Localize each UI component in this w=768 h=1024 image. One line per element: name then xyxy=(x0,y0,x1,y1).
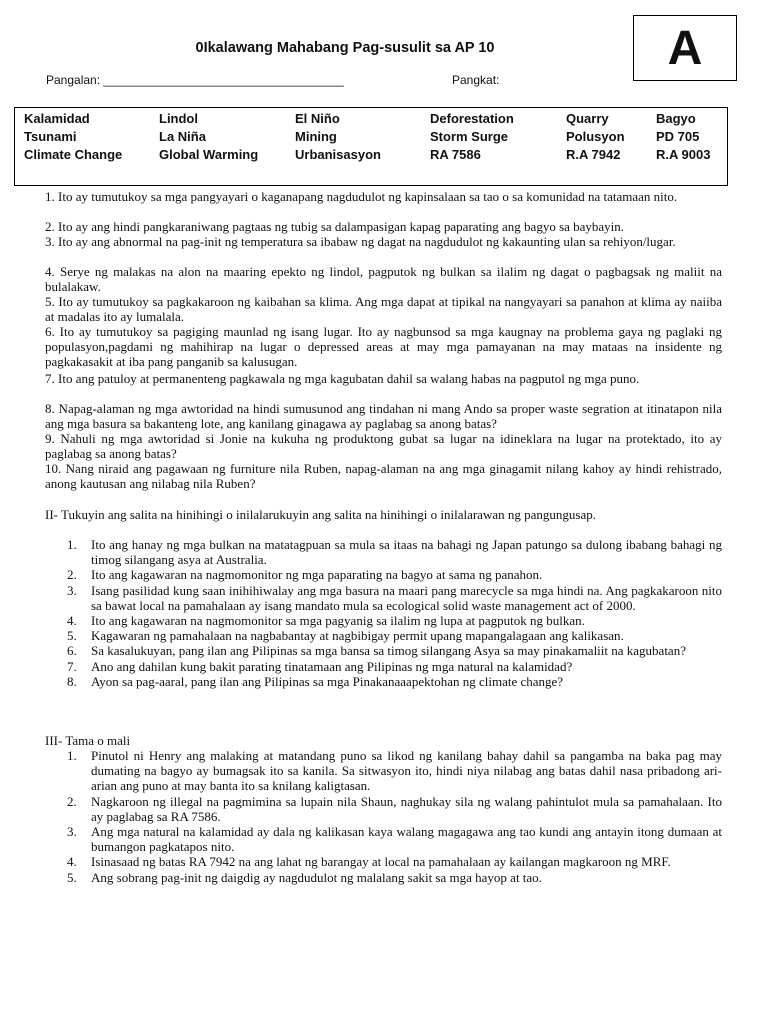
word-bank-term: Storm Surge xyxy=(430,129,509,144)
word-bank-term: R.A 7942 xyxy=(566,147,621,162)
word-bank-term: PD 705 xyxy=(656,129,700,144)
page-title: 0Ikalawang Mahabang Pag-susulit sa AP 10 xyxy=(195,40,495,56)
list-item: 4. Ito ang kagawaran na nagmomonitor sa mga pagyanig sa ilalim ng lupa at pagputok ng bulkan. xyxy=(67,613,585,629)
list-item: 1. Ito ang hanay ng mga bulkan na matatagpuan sa mula sa itaas na bahagi ng Japan patungo sa dulong ibabang bahagi ng timog silangang asya at Australia. xyxy=(67,537,722,568)
word-bank-term: El Niño xyxy=(295,111,340,126)
question-item: 5. Ito ay tumutukoy sa pagkakaroon ng kaibahan sa klima. Ang mga dapat at tipikal na nangyayari sa panahon at klima ay naiiba at madalas ito ay lumalala. xyxy=(45,294,722,325)
word-bank-term: Lindol xyxy=(159,111,198,126)
word-bank-term: Urbanisasyon xyxy=(295,147,381,162)
word-bank-term: Climate Change xyxy=(24,147,123,162)
section-field-label: Pangkat: xyxy=(452,73,500,87)
question-item: 4. Serye ng malakas na alon na maaring epekto ng lindol, pagputok ng bulkan sa ilalim ng dagat o pagbagsak ng maliit na bulalakaw. xyxy=(45,264,722,295)
list-item: 3. Isang pasilidad kung saan inihihiwalay ang mga basura na maari pang marecycle sa mga hindi na. Ang pagkakaroon nito sa bawat local na pamahalaan ay isang mandato mula sa ecological solid waste management act of 2000. xyxy=(67,582,722,613)
list-item: 6. Sa kasalukuyan, pang ilan ang Pilipinas sa mga bansa sa timog silangang Asya sa may pinakamaliit na kagubatan? xyxy=(67,643,686,659)
set-letter-box: A xyxy=(633,15,737,81)
question-item: 1. Ito ay tumutukoy sa mga pangyayari o kaganapang nagdudulot ng kapinsalaan sa tao o sa komunidad na tatamaan nito. xyxy=(45,189,678,204)
question-item: 7. Ito ang patuloy at permanenteng pagkawala ng mga kagubatan dahil sa walang habas na pagputol ng mga puno. xyxy=(45,371,640,386)
word-bank-term: Polusyon xyxy=(566,129,625,144)
word-bank-box xyxy=(14,107,728,186)
word-bank-term: R.A 9003 xyxy=(656,147,711,162)
list-item: 3. Ang mga natural na kalamidad ay dala ng kalikasan kaya walang magagawa ang tao kundi ang antayin itong dumaan at bumangon pagkatapos nito. xyxy=(67,824,722,855)
question-item: 10. Nang niraid ang pagawaan ng furniture nila Ruben, napag-alaman na ang mga ginagamit nilang kahoy ay hindi rehistrado, anong kautusan ang nilabag nila Ruben? xyxy=(45,461,722,492)
word-bank-term: Bagyo xyxy=(656,111,696,126)
part2-heading: II- Tukuyin ang salita na hinihingi o inilalarukuyin ang salita na hinihingi o inilalarawan ng pangungusap. xyxy=(45,507,596,522)
word-bank-term: Deforestation xyxy=(430,111,514,126)
list-item: 2. Ito ang kagawaran na nagmomonitor ng mga paparating na bagyo at sama ng panahon. xyxy=(67,567,543,583)
list-item: 2. Nagkaroon ng illegal na pagmimina sa lupain nila Shaun, naghukay sila ng walang pahintulot mula sa pamahalaan. Ito ay paglabag sa RA 7586. xyxy=(67,793,722,824)
word-bank-term: Quarry xyxy=(566,111,609,126)
word-bank-term: Tsunami xyxy=(24,129,77,144)
question-item: 6. Ito ay tumutukoy sa pagiging maunlad ng isang lugar. Ito ay nagbunsod sa mga kaugnay na problema gaya ng paglaki ng populasyon,pagdami ng mahihirap na lugar o depressed areas at may mga pamayanan na may mataas na insidente ng pagkakasakit at iba pang panganib sa kalusugan. xyxy=(45,324,722,370)
name-field-label: Pangalan: ____________________________________ xyxy=(46,73,344,87)
question-item: 8. Napag-alaman ng mga awtoridad na hindi sumusunod ang tindahan ni mang Ando sa proper waste segration at itinatapon nila ang mga basura sa bakanteng lote, ang kanilang ginagawa ay paglabag sa anong batas? xyxy=(45,401,722,432)
part2-list xyxy=(45,537,722,689)
part3-heading: III- Tama o mali xyxy=(45,733,131,748)
part3-list xyxy=(45,748,722,885)
list-item: 1. Pinutol ni Henry ang malaking at matandang puno sa likod ng kanilang bahay dahil sa pangamba na baka pag may dumating na bagyo ay bumagsak ito sa kanila. Sa sitwasyon ito, hindi niya nilabag ang batas dahil nasa pribadong ari-arian ang puno at may banta ito sa knilang kaligtasan. xyxy=(67,748,722,794)
question-item: 2. Ito ay ang hindi pangkaraniwang pagtaas ng tubig sa dalampasigan kapag paparating ang bagyo sa baybayin. xyxy=(45,219,625,234)
word-bank-term: RA 7586 xyxy=(430,147,481,162)
word-bank-term: Kalamidad xyxy=(24,111,90,126)
word-bank-term: Mining xyxy=(295,129,337,144)
list-item: 5. Kagawaran ng pamahalaan na nagbabantay at nagbibigay permit upang mapangalagaan ang kalikasan. xyxy=(67,628,624,644)
question-item: 3. Ito ay ang abnormal na pag-init ng temperatura sa ibabaw ng dagat na nagdudulot ng kakaunting ulan sa rehiyon/lugar. xyxy=(45,234,676,249)
word-bank-term: La Niña xyxy=(159,129,206,144)
list-item: 5. Ang sobrang pag-init ng daigdig ay nagdudulot ng malalang sakit sa mga hayop at tao. xyxy=(67,869,542,885)
list-item: 4. Isinasaad ng batas RA 7942 na ang lahat ng barangay at local na pamahalaan ay kailangan magkaroon ng MRF. xyxy=(67,854,671,870)
question-item: 9. Nahuli ng mga awtoridad si Jonie na kukuha ng produktong gubat sa lugar na idineklara na lugar na protektado, ito ay paglabag sa anong batas? xyxy=(45,431,722,462)
list-item: 8. Ayon sa pag-aaral, pang ilan ang Pilipinas sa mga Pinakanaaapektohan ng climate change? xyxy=(67,673,564,689)
word-bank-term: Global Warming xyxy=(159,147,259,162)
list-item: 7. Ano ang dahilan kung bakit parating tinatamaan ang Pilipinas ng mga natural na kalamidad? xyxy=(67,658,573,674)
